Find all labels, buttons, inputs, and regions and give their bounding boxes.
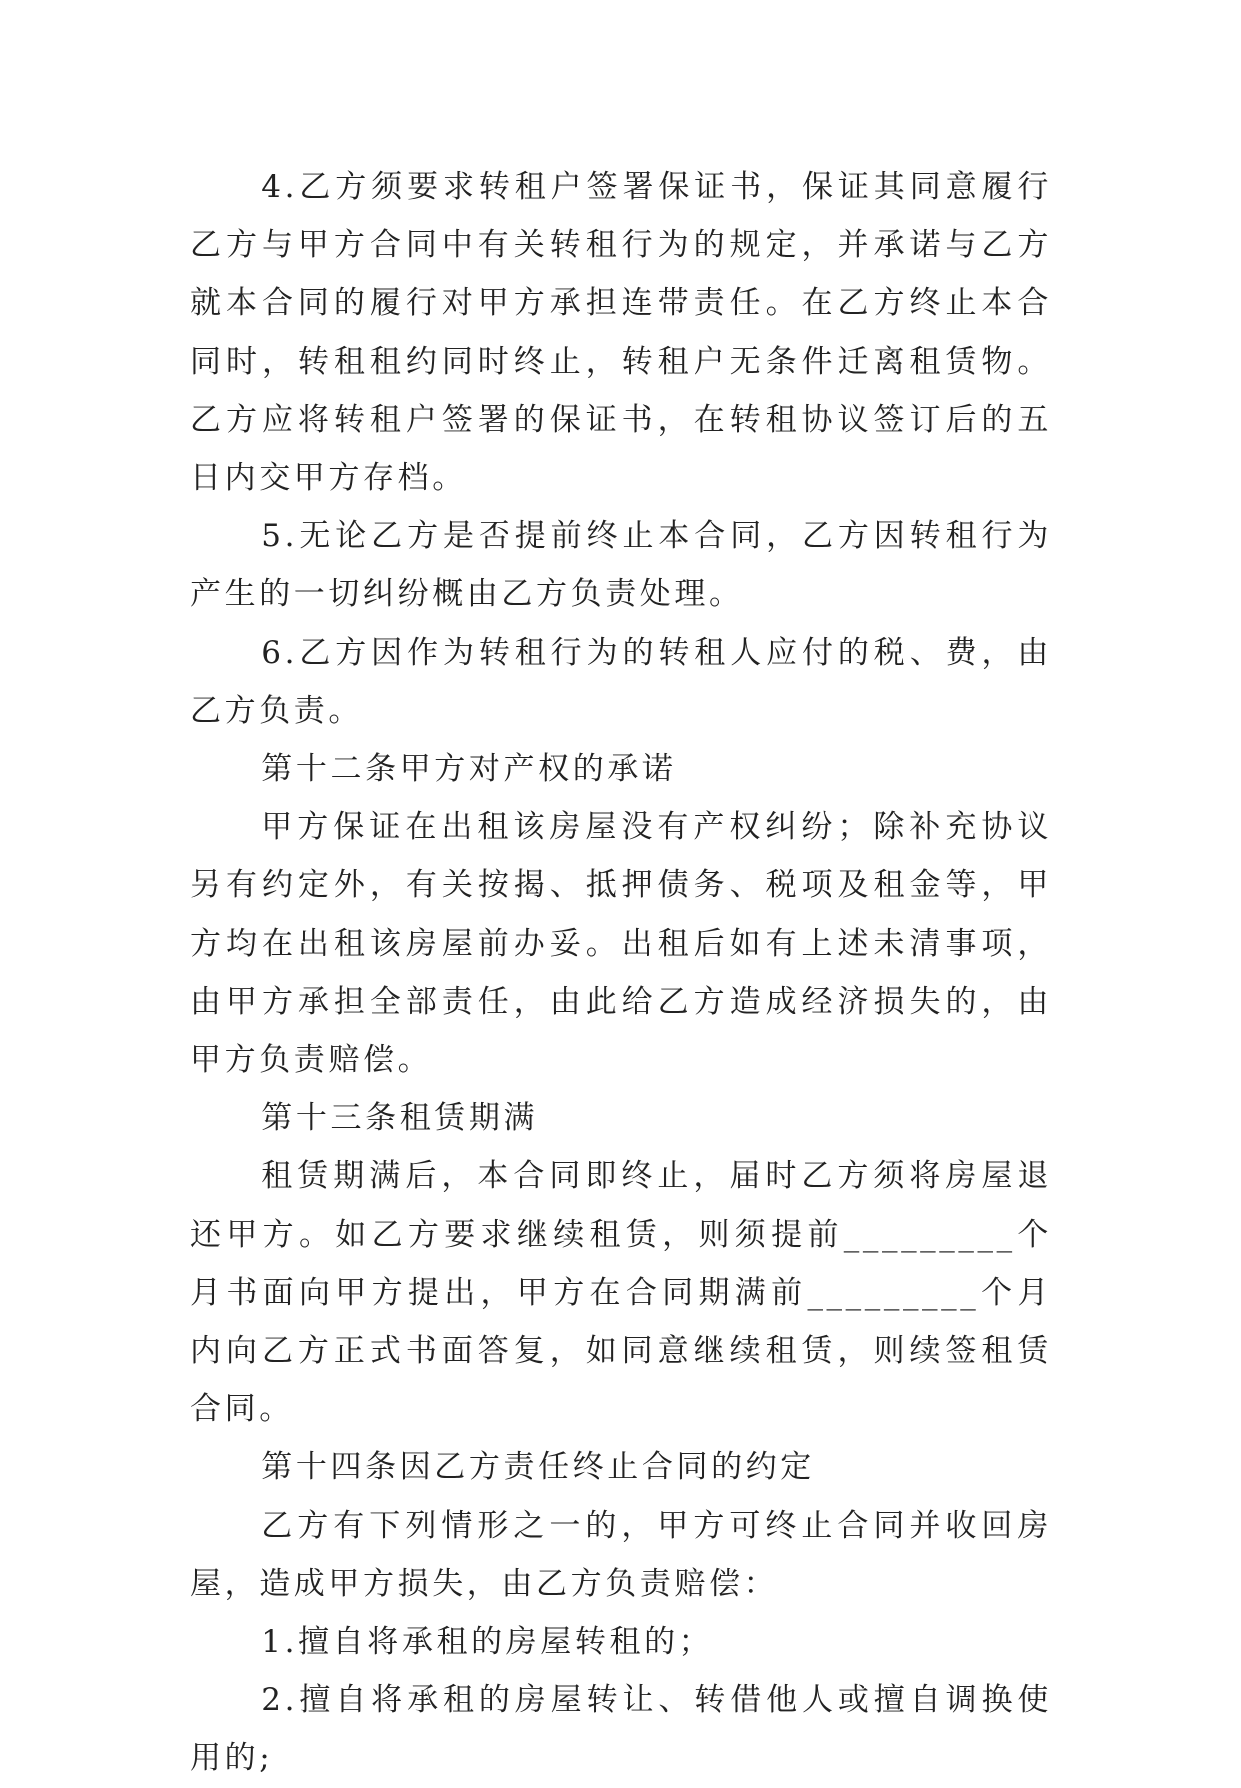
paragraph-clause-5: 5.无论乙方是否提前终止本合同，乙方因转租行为产生的一切纠纷概由乙方负责处理。	[190, 518, 1052, 613]
paragraph-clause-4: 4.乙方须要求转租户签署保证书，保证其同意履行乙方与甲方合同中有关转租行为的规定，并承诺与乙方就本合同的履行对甲方承担连带责任。在乙方终止本合同时，转租租约同时终止，转租户无条件迁离租赁物。乙方应将转租户签署的保证书，在转租协议签订后的五日内交甲方存档。	[190, 169, 1052, 497]
article-14-item-2: 2.擅自将承租的房屋转让、转借他人或擅自调换使用的;	[190, 1682, 1052, 1777]
article-12-heading: 第十二条甲方对产权的承诺	[261, 751, 677, 788]
article-13-body: 租赁期满后，本合同即终止，届时乙方须将房屋退还甲方。如乙方要求继续租赁，则须提前_________个月书面向甲方提出，甲方在合同期满前_________个月内向乙方正式书面答复，如同意继续租赁，则续签租赁合同。	[190, 1158, 1052, 1428]
article-14-item-1: 1.擅自将承租的房屋转租的；	[261, 1624, 714, 1661]
document-body	[190, 158, 1052, 1788]
article-12-body: 甲方保证在出租该房屋没有产权纠纷；除补充协议另有约定外，有关按揭、抵押债务、税项及租金等，甲方均在出租该房屋前办妥。出租后如有上述未清事项，由甲方承担全部责任，由此给乙方造成经济损失的，由甲方负责赔偿。	[190, 809, 1052, 1079]
article-13-heading: 第十三条租赁期满	[261, 1100, 539, 1137]
article-14-heading: 第十四条因乙方责任终止合同的约定	[261, 1449, 815, 1486]
article-14-body: 乙方有下列情形之一的，甲方可终止合同并收回房屋，造成甲方损失，由乙方负责赔偿：	[190, 1507, 1052, 1602]
paragraph-clause-6: 6.乙方因作为转租行为的转租人应付的税、费，由乙方负责。	[190, 634, 1052, 729]
